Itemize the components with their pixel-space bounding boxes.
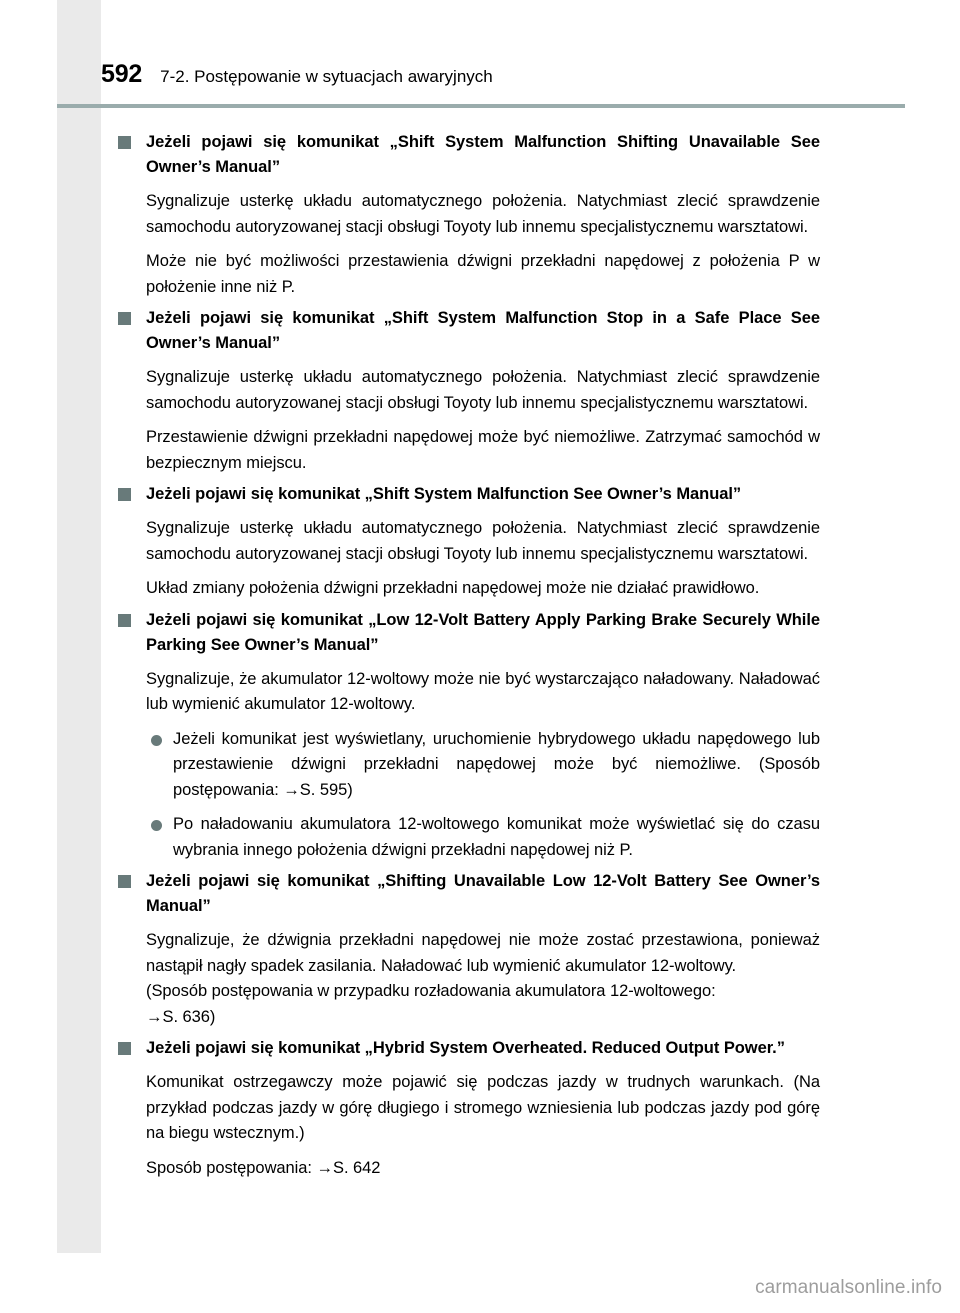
message-heading: Jeżeli pojawi się komunikat „Shift System Malfunction Stop in a Safe Place See Owner’s Manual”	[118, 306, 820, 356]
message-block	[118, 130, 820, 300]
message-paragraph: Przestawienie dźwigni przekładni napędowej może być niemożliwe. Zatrzymać samochód w bezpiecznym miejscu.	[146, 428, 820, 472]
paragraph-text: (Sposób postępowania w przypadku rozładowania akumulatora 12-woltowego:	[146, 982, 716, 1000]
list-item	[146, 727, 820, 804]
message-heading: Jeżeli pojawi się komunikat „Shift System Malfunction See Owner’s Manual”	[118, 482, 820, 507]
message-block	[118, 869, 820, 1030]
message-block	[118, 306, 820, 476]
message-heading: Jeżeli pojawi się komunikat „Low 12-Volt Battery Apply Parking Brake Securely While Parking See Owner’s Manual”	[118, 608, 820, 658]
list-item-text: Jeżeli komunikat jest wyświetlany, uruchomienie hybrydowego układu napędowego lub przestawienie dźwigni przekładni napędowej może być niemożliwe. (Sposób postępowania:	[173, 729, 820, 799]
list-item	[146, 812, 820, 863]
message-paragraph: Sygnalizuje usterkę układu automatycznego położenia. Natychmiast zlecić sprawdzenie samochodu autoryzowanej stacji obsługi Toyoty lub innemu specjalistycznemu warsztatowi.	[146, 519, 820, 563]
page-ref-arrow-icon: →	[316, 1158, 332, 1177]
message-paragraph	[118, 979, 820, 1030]
message-paragraph	[118, 1156, 820, 1182]
message-heading: Jeżeli pojawi się komunikat „Hybrid System Overheated. Reduced Output Power.”	[118, 1036, 820, 1061]
running-header	[101, 62, 907, 98]
watermark: carmanualsonline.info	[755, 1277, 942, 1298]
message-block	[118, 482, 820, 602]
page-ref-arrow-icon: →	[283, 780, 299, 799]
paragraph-label: Sposób postępowania:	[146, 1158, 317, 1177]
page-reference-suffix: )	[209, 1007, 216, 1026]
message-paragraph: Układ zmiany położenia dźwigni przekładni napędowej może nie działać prawidłowo.	[146, 579, 760, 597]
page-content	[118, 124, 820, 1181]
message-paragraph: Komunikat ostrzegawczy może pojawić się podczas jazdy w trudnych warunkach. (Na przykład podczas jazdy w górę długiego i stromego wzniesienia lub podczas jazdy pod górę na biegu wstecznym.)	[146, 1073, 820, 1142]
page-ref-arrow-icon: →	[146, 1007, 162, 1026]
page-reference: S. 642	[333, 1158, 381, 1177]
page-reference: S. 595	[299, 780, 348, 799]
message-heading: Jeżeli pojawi się komunikat „Shift System Malfunction Shifting Unavailable See Owner’s Manual”	[118, 130, 820, 180]
message-paragraph: Sygnalizuje usterkę układu automatycznego położenia. Natychmiast zlecić sprawdzenie samochodu autoryzowanej stacji obsługi Toyoty lub innemu specjalistycznemu warsztatowi.	[146, 368, 820, 412]
page-reference-suffix: )	[347, 780, 353, 799]
section-title: 7-2. Postępowanie w sytuacjach awaryjnych	[160, 67, 493, 86]
page-number: 592	[101, 60, 143, 88]
list-item-text: Po naładowaniu akumulatora 12-woltowego komunikat może wyświetlać się do czasu wybrania innego położenia dźwigni przekładni napędowej niż P.	[173, 815, 820, 859]
message-paragraph: Sygnalizuje usterkę układu automatycznego położenia. Natychmiast zlecić sprawdzenie samochodu autoryzowanej stacji obsługi Toyoty lub innemu specjalistycznemu warsztatowi.	[146, 192, 820, 236]
message-block	[118, 608, 820, 864]
header-divider	[57, 104, 905, 108]
message-heading: Jeżeli pojawi się komunikat „Shifting Unavailable Low 12-Volt Battery See Owner’s Manual”	[118, 869, 820, 919]
message-paragraph: Sygnalizuje, że dźwignia przekładni napędowej nie może zostać przestawiona, ponieważ nastąpił nagły spadek zasilania. Naładować lub wymienić akumulator 12-woltowy.	[146, 931, 820, 975]
left-margin-band	[57, 0, 101, 1253]
message-paragraph: Sygnalizuje, że akumulator 12-woltowy może nie być wystarczająco naładowany. Naładować lub wymienić akumulator 12-woltowy.	[146, 669, 820, 713]
message-block	[118, 1036, 820, 1181]
message-paragraph: Może nie być możliwości przestawienia dźwigni przekładni napędowej z położenia P w położenie inne niż P.	[146, 252, 820, 296]
page-reference: S. 636	[162, 1007, 210, 1026]
